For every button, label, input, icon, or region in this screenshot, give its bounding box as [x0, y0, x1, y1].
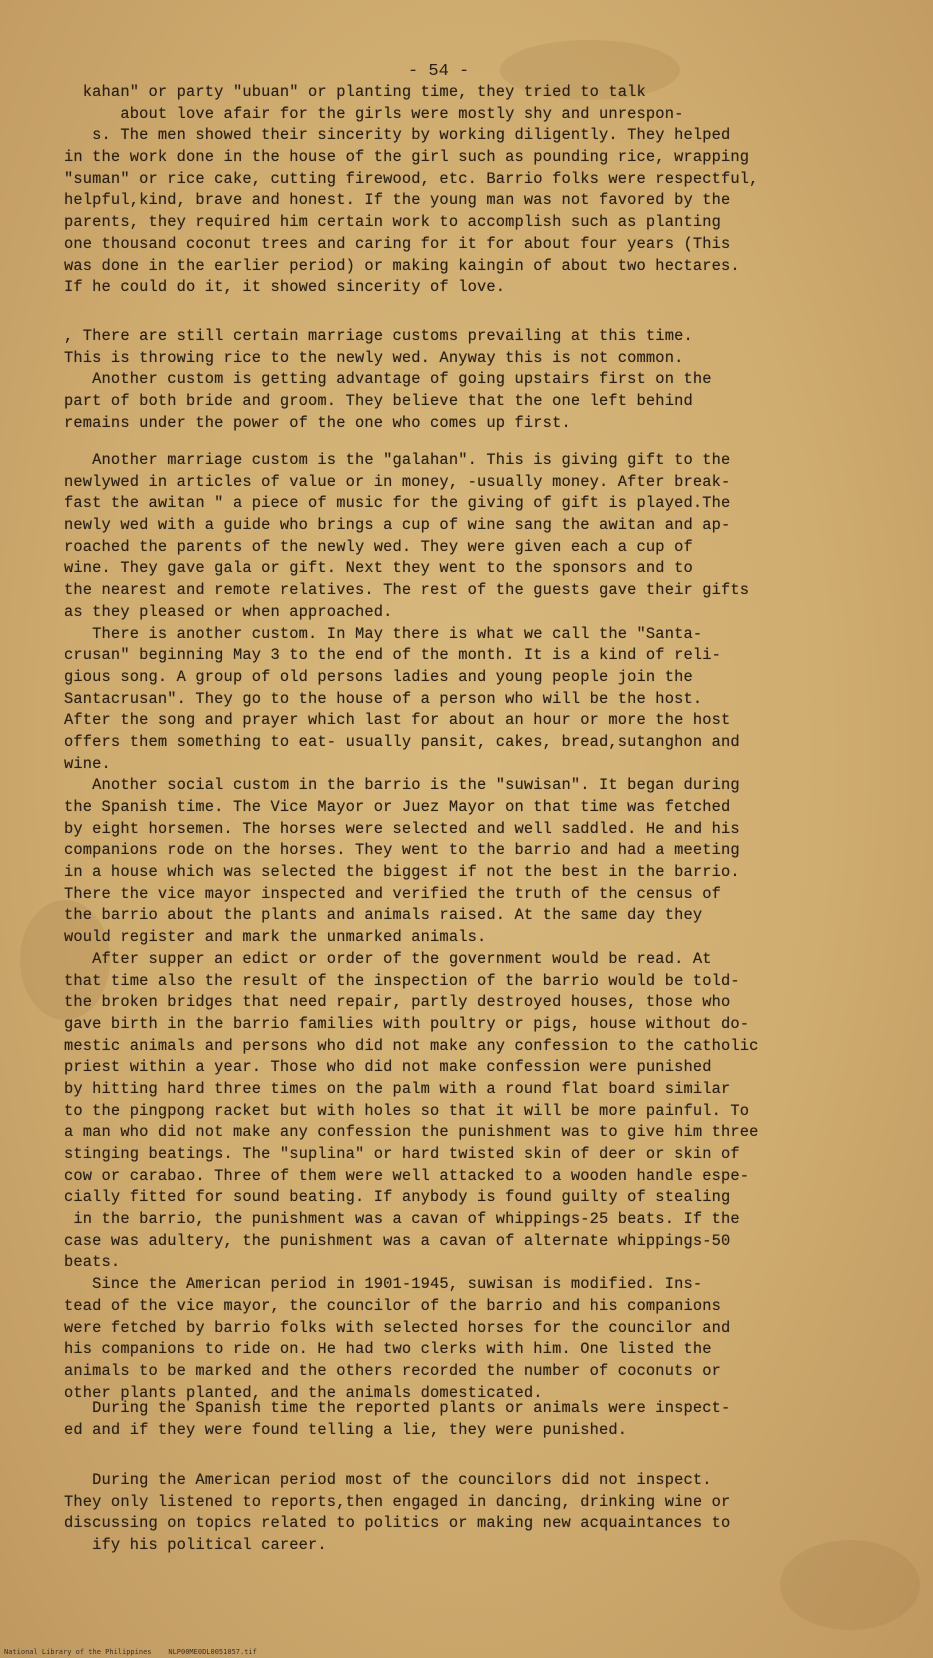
text-line: other plants planted, and the animals domesticated.	[64, 1383, 543, 1402]
text-line: newly wed with a guide who brings a cup of wine sang the awitan and ap-	[64, 516, 731, 535]
text-line: Another marriage custom is the "galahan". This is giving gift to the	[64, 451, 731, 469]
paragraph-marriage-customs	[64, 326, 904, 434]
text-line: about love afair for the girls were mostly shy and unrespon-	[64, 104, 684, 123]
text-line: kahan" or party "ubuan" or planting time, they tried to talk	[64, 83, 646, 101]
text-line: If he could do it, it showed sincerity of love.	[64, 278, 506, 297]
text-line: There the vice mayor inspected and verified the truth of the census of	[64, 884, 722, 903]
text-line: gious song. A group of old persons ladies and young people join the	[64, 667, 693, 686]
text-line: case was adultery, the punishment was a cavan of alternate whippings-50	[64, 1231, 731, 1250]
paragraph-american-period	[64, 1470, 904, 1557]
page-number: - 54 -	[408, 62, 470, 81]
paragraph-spanish-inspection	[64, 1398, 904, 1441]
text-line: wine.	[64, 754, 111, 773]
text-line: cow or carabao. Three of them were well attacked to a wooden handle espe-	[64, 1166, 750, 1185]
text-line: gave birth in the barrio families with poultry or pigs, house without do-	[64, 1014, 750, 1033]
text-line: Santacrusan". They go to the house of a person who will be the host.	[64, 689, 703, 708]
text-line: would register and mark the unmarked animals.	[64, 928, 487, 947]
text-line: wine. They gave gala or gift. Next they went to the sponsors and to	[64, 559, 693, 578]
text-line: cially fitted for sound beating. If anybody is found guilty of stealing	[64, 1188, 731, 1207]
paragraph-courtship	[64, 82, 904, 299]
text-line: ify his political career.	[64, 1536, 327, 1555]
text-line: tead of the vice mayor, the councilor of the barrio and his companions	[64, 1296, 722, 1315]
text-line: Another custom is getting advantage of going upstairs first on the	[64, 370, 712, 389]
text-line: parents, they required him certain work to accomplish such as planting	[64, 213, 722, 232]
text-line: the Spanish time. The Vice Mayor or Juez Mayor on that time was fetched	[64, 798, 731, 816]
text-line: a man who did not make any confession the punishment was to give him three	[64, 1123, 759, 1142]
text-line: one thousand coconut trees and caring for it for about four years (This	[64, 234, 731, 253]
paragraph-galahan-santacrusan-suwisan	[64, 450, 904, 1404]
text-line: They only listened to reports,then engaged in dancing, drinking wine or	[64, 1492, 731, 1511]
text-line: discussing on topics related to politics or making new acquaintances to	[64, 1514, 731, 1533]
text-line: were fetched by barrio folks with selected horses for the councilor and	[64, 1318, 731, 1337]
text-line: stinging beatings. The "suplina" or hard twisted skin of deer or skin of	[64, 1145, 740, 1163]
text-line: s. The men showed their sincerity by working diligently. They helped	[64, 126, 731, 145]
text-line: in a house which was selected the biggest if not the best in the barrio.	[64, 863, 740, 882]
text-line: offers them something to eat- usually pansit, cakes, bread,sutanghon and	[64, 732, 740, 751]
text-line: companions rode on the horses. They went to the barrio and had a meeting	[64, 841, 740, 860]
text-line: Since the American period in 1901-1945, suwisan is modified. Ins-	[64, 1275, 703, 1294]
text-line: fast the awitan " a piece of music for the giving of gift is played.The	[64, 494, 731, 513]
text-line: as they pleased or when approached.	[64, 602, 393, 621]
text-line: Another social custom in the barrio is the "suwisan". It began during	[64, 776, 740, 795]
text-line: mestic animals and persons who did not make any confession to the catholic	[64, 1036, 759, 1055]
text-line: This is throwing rice to the newly wed. Anyway this is not common.	[64, 348, 684, 367]
text-line: beats.	[64, 1253, 121, 1272]
text-line: remains under the power of the one who comes up first.	[64, 413, 571, 432]
text-line: priest within a year. Those who did not make confession were punished	[64, 1058, 712, 1077]
text-line: After the song and prayer which last for about an hour or more the host	[64, 711, 731, 730]
archive-footer: National Library of the Philippines NLP00ME0DL0051057.tif	[4, 1648, 257, 1656]
text-line: roached the parents of the newly wed. They were given each a cup of	[64, 537, 693, 556]
text-line: , There are still certain marriage customs prevailing at this time.	[64, 327, 693, 345]
text-line: There is another custom. In May there is what we call the "Santa-	[64, 624, 703, 643]
text-line: the broken bridges that need repair, partly destroyed houses, those who	[64, 993, 731, 1012]
text-line: the nearest and remote relatives. The rest of the guests gave their gifts	[64, 581, 750, 600]
text-line: that time also the result of the inspection of the barrio would be told-	[64, 971, 740, 990]
text-line: his companions to ride on. He had two clerks with him. One listed the	[64, 1340, 712, 1359]
text-line: After supper an edict or order of the government would be read. At	[64, 949, 712, 968]
text-line: the barrio about the plants and animals raised. At the same day they	[64, 906, 703, 925]
text-line: was done in the earlier period) or making kaingin of about two hectares.	[64, 256, 740, 275]
text-line: to the pingpong racket but with holes so that it will be more painful. To	[64, 1101, 750, 1120]
text-line: part of both bride and groom. They believe that the one left behind	[64, 392, 693, 411]
text-line: helpful,kind, brave and honest. If the young man was not favored by the	[64, 191, 731, 210]
text-line: During the American period most of the councilors did not inspect.	[64, 1471, 712, 1489]
text-line: in the work done in the house of the girl such as pounding rice, wrapping	[64, 148, 750, 167]
text-line: animals to be marked and the others recorded the number of coconuts or	[64, 1361, 722, 1380]
text-line: crusan" beginning May 3 to the end of the month. It is a kind of reli-	[64, 646, 722, 665]
text-line: newlywed in articles of value or in money, -usually money. After break-	[64, 472, 731, 491]
text-line: by hitting hard three times on the palm with a round flat board similar	[64, 1079, 731, 1098]
text-line: "suman" or rice cake, cutting firewood, etc. Barrio folks were respectful,	[64, 169, 759, 188]
text-line: in the barrio, the punishment was a cavan of whippings-25 beats. If the	[64, 1210, 740, 1229]
text-line: During the Spanish time the reported plants or animals were inspect-	[64, 1399, 731, 1417]
text-line: ed and if they were found telling a lie, they were punished.	[64, 1420, 628, 1439]
text-line: by eight horsemen. The horses were selected and well saddled. He and his	[64, 819, 740, 838]
